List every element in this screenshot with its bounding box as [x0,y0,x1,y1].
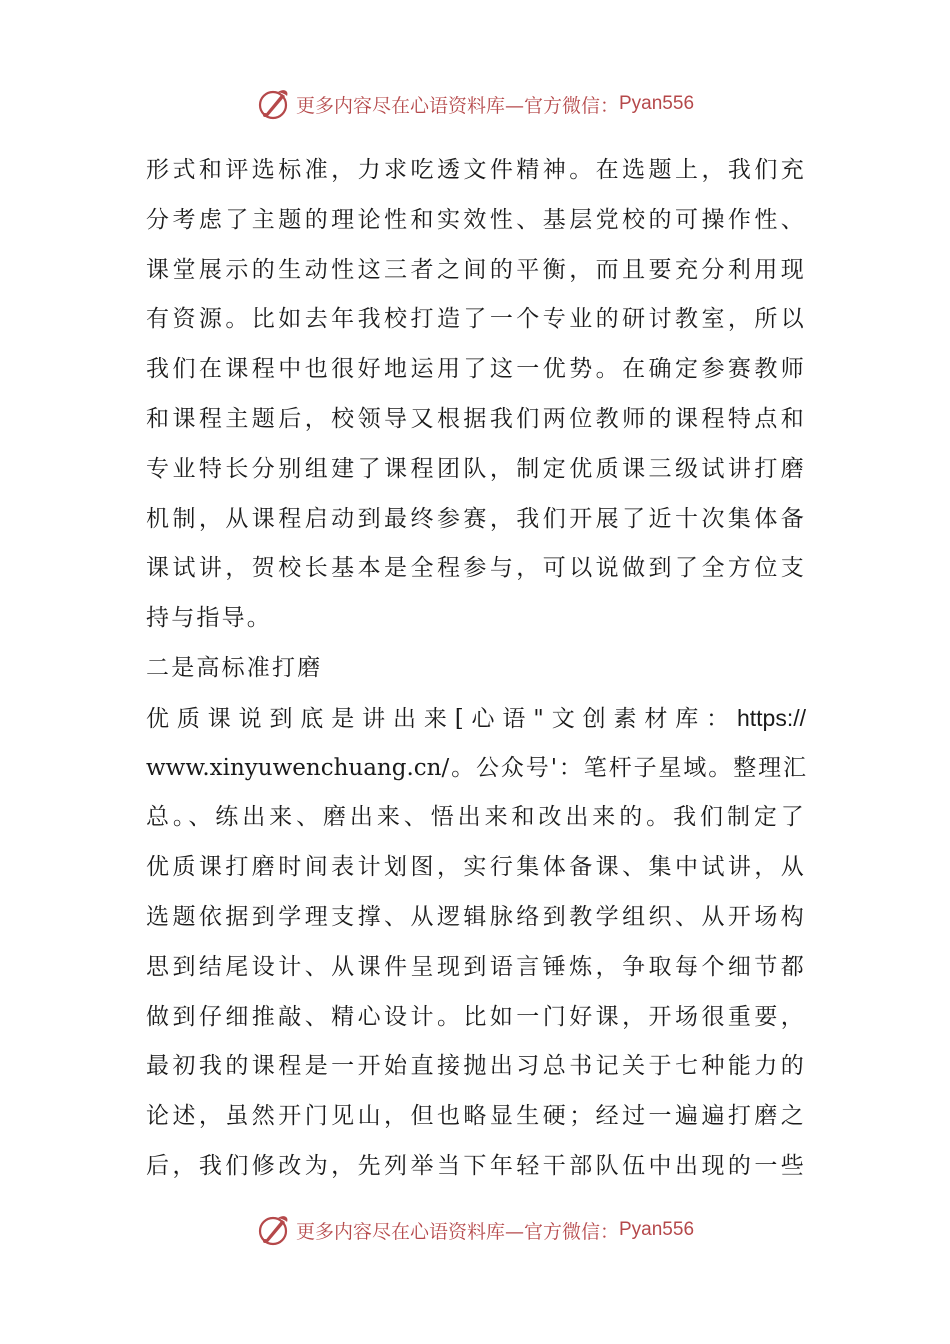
text-line-1: 形式和评选标准，力求吃透文件精神。在选题上，我们充 [146,157,806,183]
text-line-16: 选题依据到学理支撑、从逻辑脉络到教学组织、从开场构 [146,903,806,930]
footer-banner [0,1208,950,1252]
text-line-20: 论述，虽然开门见山，但也略显生硬；经过一遍遍打磨之 [146,1103,806,1130]
text-line-9: 课试讲，贺校长基本是全程参与，可以说做到了全方位支 [146,555,806,582]
text-line-14: 总。、练出来、磨出来、悟出来和改出来的。我们制定了 [146,804,806,831]
text-line-4: 有资源。比如去年我校打造了一个专业的研讨教室，所以 [146,306,806,333]
text-line-19: 最初我的课程是一开始直接抛出习总书记关于七种能力的 [146,1053,806,1080]
header-banner-wechat-id: Pyan556 [619,93,695,114]
text-line-7: 专业特长分别组建了课程团队，制定优质课三级试讲打磨 [146,455,806,482]
footer-banner-wechat-id: Pyan556 [619,1219,695,1240]
document-body [146,146,806,1192]
header-banner [0,82,950,126]
text-line-12-cjk: 优质课说到底是讲出来[心语"文创素材库： [146,705,737,732]
text-line-6: 和课程主题后，校领导又根据我们两位教师的课程特点和 [146,405,806,432]
text-line-13-content: www.xinyuwenchuang.cn/。公众号'：笔杆子星域。整理汇 [146,754,806,781]
footer-banner-text: 更多内容尽在心语资料库—官方微信： [295,1220,619,1243]
text-line-8: 机制，从课程启动到最终参赛，我们开展了近十次集体备 [146,505,806,532]
header-banner-text: 更多内容尽在心语资料库—官方微信： [295,94,619,117]
text-line-10: 持与指导。 [146,605,272,632]
quill-logo-icon [256,1212,292,1248]
text-line-2: 分考虑了主题的理论性和实效性、基层党校的可操作性、 [146,206,806,233]
text-line-17: 思到结尾设计、从课件呈现到语言锤炼，争取每个细节都 [146,953,806,980]
text-line-15: 优质课打磨时间表计划图，实行集体备课、集中试讲，从 [146,854,806,881]
text-line-5: 我们在课程中也很好地运用了这一优势。在确定参赛教师 [146,356,806,383]
text-line-13 [146,744,806,794]
text-line-21: 后，我们修改为，先列举当下年轻干部队伍中出现的一些 [146,1152,806,1179]
text-line-3: 课堂展示的生动性这三者之间的平衡，而且要充分利用现 [146,256,806,283]
text-line-18: 做到仔细推敲、精心设计。比如一门好课，开场很重要， [146,1003,806,1030]
text-line-12-url: https:// [736,704,806,731]
quill-logo-icon [256,86,292,122]
text-line-12 [146,694,806,744]
section-heading: 二是高标准打磨 [146,654,323,681]
